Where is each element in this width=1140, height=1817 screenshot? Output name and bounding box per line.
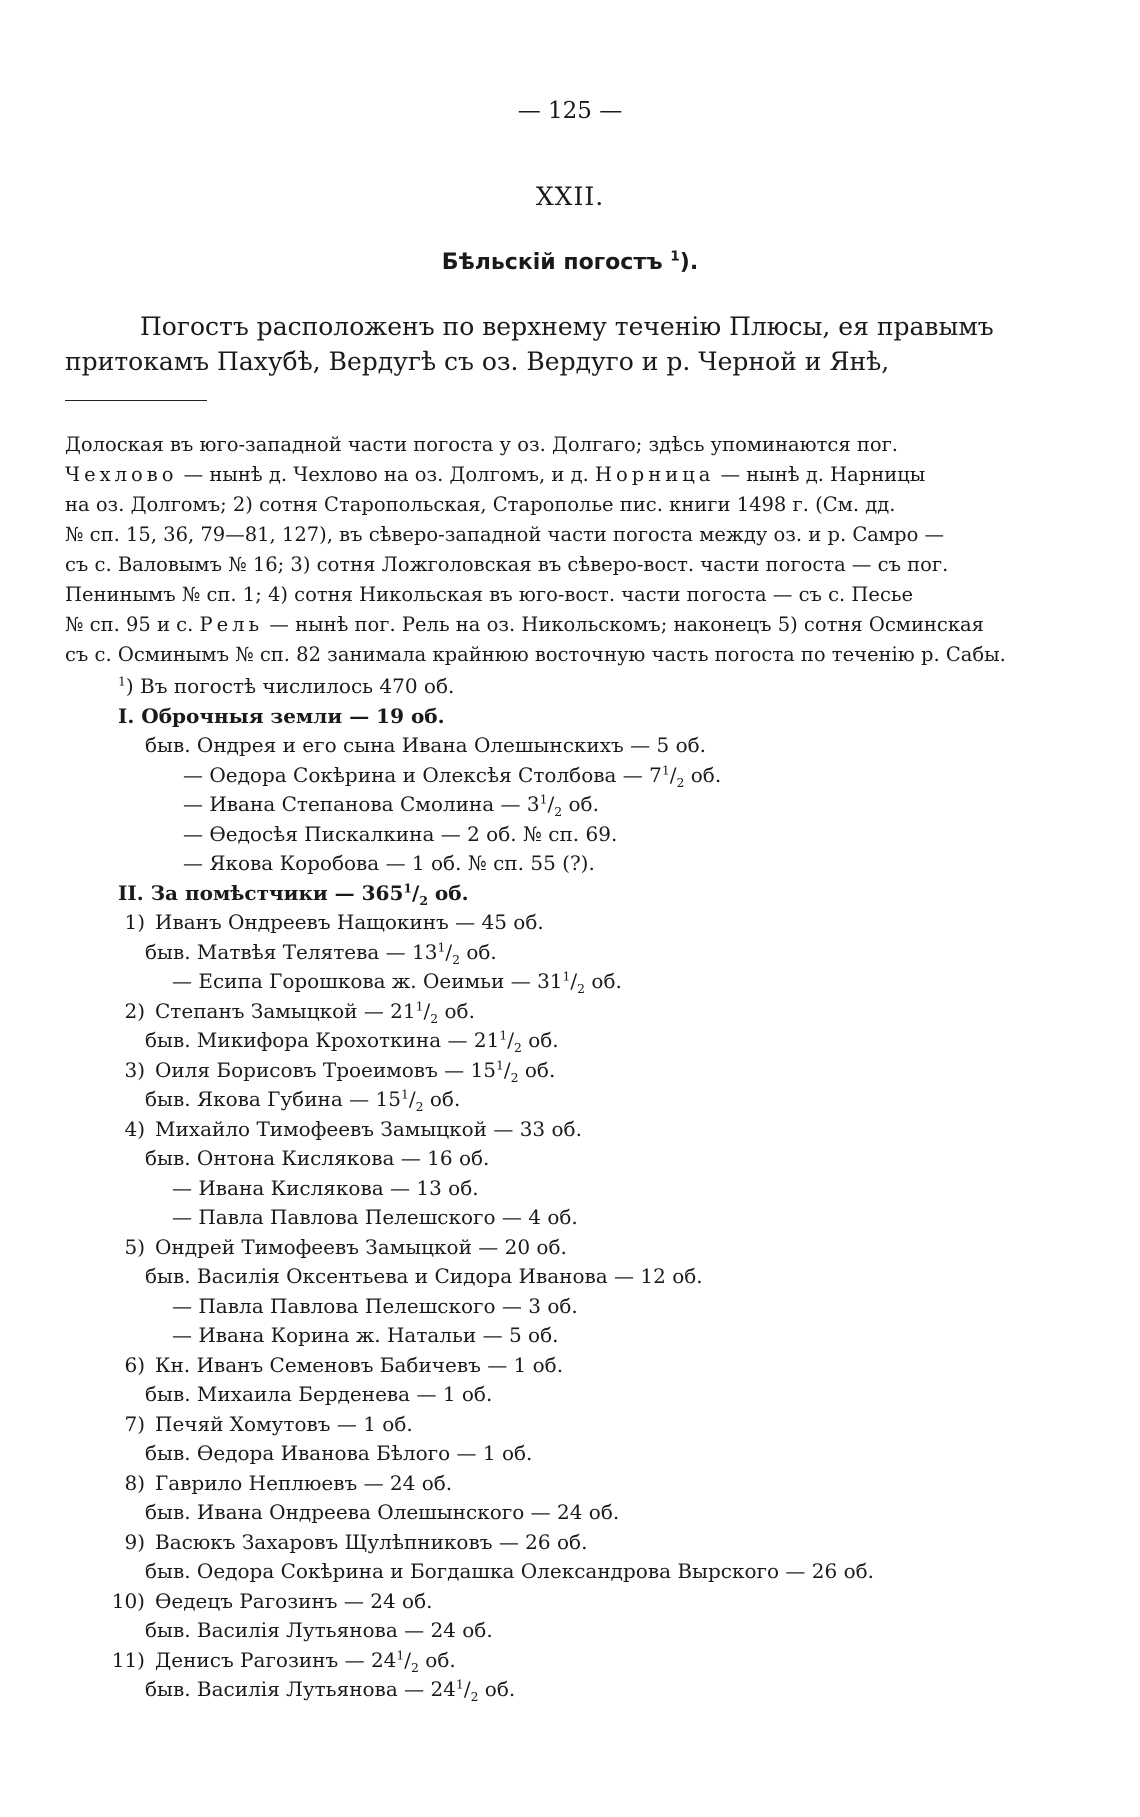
item-main: — Ивана Кислякова — 13 об. [172,1175,479,1200]
intro-line-2: притокамъ Пахубѣ, Вердугѣ съ оз. Вердуго и р. Черной и Янѣ, [65,347,890,376]
fraction-slash: / [669,762,677,787]
item-text [155,1351,563,1381]
item-text [183,849,595,879]
item-text [118,672,454,702]
item-text [155,1115,582,1145]
list-item [0,1351,1140,1381]
fraction-denominator: 2 [411,1659,419,1675]
list-item [0,1262,1140,1292]
footnote-segment: № сп. 95 и с. [65,613,200,636]
fraction-numerator: 1 [539,791,548,807]
list-item [0,761,1140,791]
list-item [0,1616,1140,1646]
item-text [145,1380,492,1410]
fraction-numerator: 1 [415,997,424,1013]
item-tail: об. [418,1647,456,1672]
fraction-slash: / [412,880,420,905]
item-main: Гаврило Неплюевъ — 24 об. [155,1470,453,1495]
item-main: — Ѳедосѣя Пискалкина — 2 об. № сп. 69. [183,821,618,846]
intro-line-1: Погостъ расположенъ по верхнему теченію Плюсы, ея правымъ [140,312,994,341]
list-item [0,1321,1140,1351]
item-tail: об. [585,969,622,993]
fraction-numerator: 1 [400,1086,409,1102]
fraction-slash: / [463,1677,471,1701]
item-text [155,1469,452,1499]
fraction-slash: / [507,1028,514,1052]
list-item [0,1026,1140,1056]
section-title-footnote-mark: 1 [670,248,680,265]
list-item [0,849,1140,879]
list-item [0,1587,1140,1617]
item-main: — Ивана Корина ж. Натальи — 5 об. [172,1323,559,1347]
list-item [0,1498,1140,1528]
item-main: — Есипа Горошкова ж. Оеимьи — 31 [172,969,563,993]
footnote-segment: съ с. Осминымъ № сп. 82 занимала крайнюю восточную часть погоста по теченію р. Сабы. [65,643,1006,666]
item-main: Ѳедецъ Рагозинъ — 24 об. [155,1588,433,1613]
fraction-denominator: 2 [577,981,586,996]
list-item [0,1557,1140,1587]
item-main: быв. Василія Оксентьева и Сидора Иванова — 12 об. [145,1264,703,1288]
item-main: быв. Василія Лутьянова — 24 [145,1677,456,1701]
fraction-slash: / [423,998,431,1023]
item-main: быв. Ондрея и его сына Ивана Олешынскихъ — 5 об. [145,733,707,757]
list-item [0,1380,1140,1410]
footnote-line [65,490,1075,520]
item-text [145,1439,532,1469]
item-tail: об. [423,1087,461,1111]
fraction-numerator: 1 [396,1646,405,1662]
list-item [0,1056,1140,1086]
footnote-continuation [65,430,1075,670]
fraction-denominator: 2 [470,1689,479,1704]
item-tail: об. [478,1677,516,1701]
item-number: 2) [124,998,145,1023]
section-title [0,250,1140,275]
footnote-segment: — нынѣ д. Нарницы [714,463,926,486]
list-item [0,702,1140,732]
list-item [0,908,1140,938]
item-text [145,1144,489,1174]
item-main: — Оедора Сокѣрина и Олексѣя Столбова — 7 [183,762,662,787]
list-item [0,1528,1140,1558]
section-title-end: ). [679,250,699,275]
fraction-numerator: 1 [437,938,446,954]
item-number: 8) [124,1470,145,1495]
item-tail: об. [438,998,475,1023]
item-main: — Якова Коробова — 1 об. № сп. 55 (?). [183,851,595,875]
fraction-slash: / [547,792,555,816]
item-main: II. За помѣстчики — 365 [118,880,404,905]
fraction-slash: / [445,939,453,964]
fraction-denominator: 2 [430,1010,439,1026]
item-main: быв. Михаила Берденева — 1 об. [145,1382,493,1406]
item-main: Оиля Борисовъ Троеимовъ — 15 [155,1057,496,1082]
footnote-mark: 1 [118,673,126,689]
item-text [155,1528,587,1558]
list-item [0,1203,1140,1233]
item-number: 5) [124,1234,145,1259]
item-main: Кн. Иванъ Семеновъ Бабичевъ — 1 об. [155,1352,564,1377]
footnote-line [65,550,1075,580]
list-item [0,879,1140,909]
item-main: — Павла Павлова Пелешского — 3 об. [172,1293,578,1318]
item-main: быв. Василія Лутьянова — 24 об. [145,1618,493,1642]
item-text [145,1616,493,1646]
list-item [0,1439,1140,1469]
fraction-denominator: 2 [676,774,685,790]
fraction-slash: / [570,969,578,993]
item-tail: об. [427,880,469,905]
item-main: — Павла Павлова Пелешского — 4 об. [172,1205,578,1229]
item-number: 6) [124,1352,145,1377]
fraction-numerator: 1 [455,1676,464,1692]
footnote-segment: съ с. Валовымъ № 16; 3) сотня Ложголовская въ сѣверо-вост. части погоста — съ пог. [65,553,949,576]
section-title-text: Бѣльскій погостъ [441,250,663,275]
list-item [0,1085,1140,1115]
item-main: быв. Якова Губина — 15 [145,1087,401,1111]
fraction-denominator: 2 [415,1099,424,1114]
fraction-slash: / [503,1057,511,1082]
item-text [145,731,706,761]
list-item [0,820,1140,850]
fraction-numerator: 1 [495,1056,504,1072]
fraction-denominator: 2 [554,804,563,819]
item-text [155,908,544,938]
list-item [0,790,1140,820]
item-number: 4) [124,1116,145,1141]
item-main: Ондрей Тимофеевъ Замыцкой — 20 об. [155,1234,567,1259]
item-main: быв. Микифора Крохоткина — 21 [145,1028,500,1052]
page-number: — 125 — [517,98,623,124]
holdings-list [0,672,1140,1705]
item-text [155,1587,432,1617]
item-tail: об. [459,939,497,964]
item-number: 9) [124,1529,145,1554]
item-main: Печяй Хомутовъ — 1 об. [155,1411,413,1436]
item-main: быв. Матвѣя Телятева — 13 [145,939,438,964]
item-tail: об. [684,762,722,787]
item-text [145,1262,703,1292]
footnote-line [65,610,1075,640]
item-main: быв. Ѳедора Иванова Бѣлого — 1 об. [145,1441,533,1465]
item-tail: об. [518,1057,556,1082]
list-item [0,731,1140,761]
item-main: быв. Онтона Кислякова — 16 об. [145,1146,490,1170]
item-text [172,1203,578,1233]
footnote-line [65,460,1075,490]
item-main: — Ивана Степанова Смолина — 3 [183,792,540,816]
footnote-segment: Норница [595,463,715,486]
list-item [0,1292,1140,1322]
footnote-segment: Чехлово [65,463,178,486]
footnote-divider [65,400,207,401]
item-number: 1) [124,910,145,934]
item-main: Степанъ Замыцкой — 21 [155,998,416,1023]
item-text [118,702,445,732]
fraction-numerator: 1 [562,968,571,984]
item-text [172,1174,479,1204]
item-text [145,1498,619,1528]
item-main: I. Оброчныя земли — 19 об. [118,703,445,728]
list-item [0,1144,1140,1174]
list-item [0,967,1140,997]
item-number: 7) [124,1411,145,1436]
fraction-slash: / [404,1647,412,1672]
footnote-segment: Пенинымъ № сп. 1; 4) сотня Никольская въ юго-вост. части погоста — съ с. Песье [65,583,914,606]
fraction-numerator: 1 [661,761,670,777]
item-text [155,1410,413,1440]
item-main: ) Въ погостѣ числилось 470 об. [125,674,455,698]
fraction-denominator: 2 [419,892,428,908]
list-item [0,1646,1140,1676]
fraction-denominator: 2 [510,1069,519,1085]
fraction-denominator: 2 [452,951,460,967]
item-text [145,1557,874,1587]
item-text [183,820,617,850]
item-main: Михайло Тимофеевъ Замыцкой — 33 об. [155,1116,582,1141]
footnote-line [65,640,1075,670]
item-number: 3) [124,1057,145,1082]
footnote-segment: Долоская въ юго-западной части погоста у оз. Долгаго; здѣсь упоминаются пог. [65,433,898,456]
item-text [172,1292,578,1322]
fraction-numerator: 1 [499,1027,508,1043]
fraction-numerator: 1 [403,879,413,895]
item-tail: об. [562,792,599,816]
list-item [0,997,1140,1027]
footnote-segment: — нынѣ пог. Рель на оз. Никольскомъ; наконецъ 5) сотня Осминская [263,613,984,636]
fraction-denominator: 2 [513,1040,522,1055]
item-main: быв. Ивана Ондреева Олешынского — 24 об. [145,1500,620,1524]
item-number: 10) [111,1588,145,1613]
section-numeral: XXII. [535,182,605,211]
footnote-segment: № сп. 15, 36, 79—81, 127), въ сѣверо-западной части погоста между оз. и р. Самро — [65,523,945,546]
list-item [0,1675,1140,1705]
list-item [0,1410,1140,1440]
item-main: Васюкъ Захаровъ Щулѣпниковъ — 26 об. [155,1529,588,1554]
list-item [0,938,1140,968]
footnote-segment: Рель [199,613,264,636]
item-main: быв. Оедора Сокѣрина и Богдашка Олександрова Вырского — 26 об. [145,1559,875,1583]
list-item [0,1115,1140,1145]
item-number: 11) [111,1647,145,1672]
item-tail: об. [521,1028,559,1052]
footnote-line [65,520,1075,550]
item-text [155,1233,567,1263]
footnote-line [65,430,1075,460]
list-item [0,672,1140,702]
list-item [0,1469,1140,1499]
footnote-segment: на оз. Долгомъ; 2) сотня Старопольская, Старополье пис. книги 1498 г. (См. дд. [65,493,896,516]
item-text [145,1675,515,1712]
fraction-slash: / [408,1087,416,1111]
item-text [172,1321,558,1351]
footnote-line [65,580,1075,610]
list-item [0,1233,1140,1263]
footnote-segment: — нынѣ д. Чехлово на оз. Долгомъ, и д. [177,463,595,486]
item-main: Иванъ Ондреевъ Нащокинъ — 45 об. [155,910,544,934]
item-main: Денисъ Рагозинъ — 24 [155,1647,397,1672]
list-item [0,1174,1140,1204]
